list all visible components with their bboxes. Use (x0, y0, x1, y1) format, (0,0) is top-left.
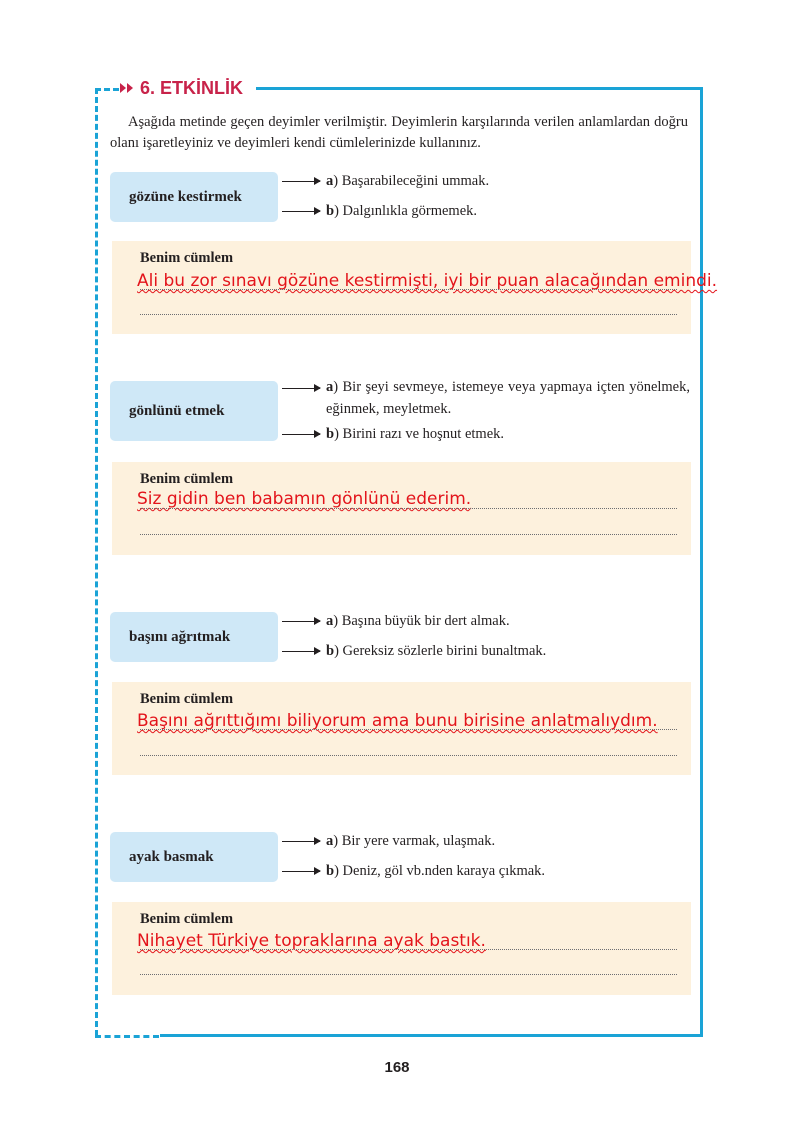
frame-left-border (95, 88, 98, 1036)
option-b[interactable] (326, 860, 690, 882)
idiom-term: gönlünü etmek (110, 381, 278, 441)
option-b[interactable] (326, 200, 690, 222)
writing-line (140, 508, 677, 509)
idiom-term: ayak basmak (110, 832, 278, 882)
sentence-box (112, 902, 691, 995)
activity-title-text: 6. ETKİNLİK (140, 77, 244, 98)
instructions-text: Aşağıda metinde geçen deyimler verilmiştir. Deyimlerin karşılarında verilen anlamlardan doğru olanı işaretleyiniz ve deyimleri kendi cümlelerinizde kullanınız. (110, 114, 688, 151)
option-b[interactable] (326, 423, 690, 445)
arrow-right-icon (282, 841, 320, 842)
arrow-right-icon (282, 871, 320, 872)
handwritten-answer[interactable]: Nihayet Türkiye topraklarına ayak bastık. (137, 931, 486, 951)
writing-line (140, 755, 677, 756)
option-letter: a (326, 613, 334, 629)
sentence-box-label: Benim cümlem (140, 691, 234, 707)
writing-line (140, 289, 677, 290)
sentence-box-label: Benim cümlem (140, 911, 234, 927)
option-letter: b (326, 426, 335, 442)
handwritten-answer[interactable]: Siz gidin ben babamın gönlünü ederim. (137, 489, 472, 509)
idiom-term: başını ağrıtmak (110, 612, 278, 662)
option-b[interactable] (326, 640, 690, 662)
option-a[interactable] (326, 610, 690, 632)
option-letter: b (326, 203, 335, 219)
option-letter: a (326, 833, 334, 849)
sentence-box-label: Benim cümlem (140, 471, 234, 487)
writing-line (140, 974, 677, 975)
handwritten-answer[interactable]: Başını ağrıttığımı biliyorum ama bunu birisine anlatmalıydım. (137, 711, 658, 731)
idiom-term: gözüne kestirmek (110, 172, 278, 222)
writing-line (140, 729, 677, 730)
arrow-right-icon (282, 651, 320, 652)
arrow-right-icon (282, 181, 320, 182)
activity-title (120, 76, 247, 100)
arrow-right-icon (282, 211, 320, 212)
option-text: ) Başına büyük bir dert almak. (333, 613, 510, 629)
frame-top-dash (95, 88, 119, 91)
option-text: ) Deniz, göl vb.nden karaya çıkmak. (334, 863, 546, 879)
option-a[interactable] (326, 376, 690, 420)
option-letter: b (326, 863, 335, 879)
option-text: ) Gereksiz sözlerle birini bunaltmak. (334, 643, 547, 659)
arrow-right-icon (282, 434, 320, 435)
writing-line (140, 949, 677, 950)
sentence-box (112, 462, 691, 555)
page-number: 168 (384, 1059, 410, 1076)
frame-top-border (256, 87, 703, 90)
writing-line (140, 534, 677, 535)
option-letter: a (326, 173, 334, 189)
option-text: ) Bir şeyi sevmeye, istemeye veya yapmaya içten yönelmek, eğinmek, meyletmek. (326, 379, 690, 417)
arrow-right-icon (282, 388, 320, 389)
option-a[interactable] (326, 170, 690, 192)
option-a[interactable] (326, 830, 690, 852)
sentence-box (112, 241, 718, 334)
arrow-right-icon (282, 621, 320, 622)
option-text: ) Birini razı ve hoşnut etmek. (334, 426, 505, 442)
option-text: ) Dalgınlıkla görmemek. (334, 203, 478, 219)
option-text: ) Başarabileceğini ummak. (333, 173, 490, 189)
frame-bottom-dash (95, 1035, 159, 1038)
writing-line (140, 314, 677, 315)
double-chevron-right-icon (120, 83, 134, 93)
frame-right-border (700, 87, 703, 1037)
sentence-box (112, 682, 691, 775)
option-text: ) Bir yere varmak, ulaşmak. (333, 833, 496, 849)
handwritten-answer[interactable]: Ali bu zor sınavı gözüne kestirmişti, iyi bir puan alacağından emindi. (137, 271, 718, 291)
option-letter: a (326, 379, 334, 395)
sentence-box-label: Benim cümlem (140, 250, 234, 266)
frame-bottom-border (160, 1034, 703, 1037)
option-letter: b (326, 643, 335, 659)
